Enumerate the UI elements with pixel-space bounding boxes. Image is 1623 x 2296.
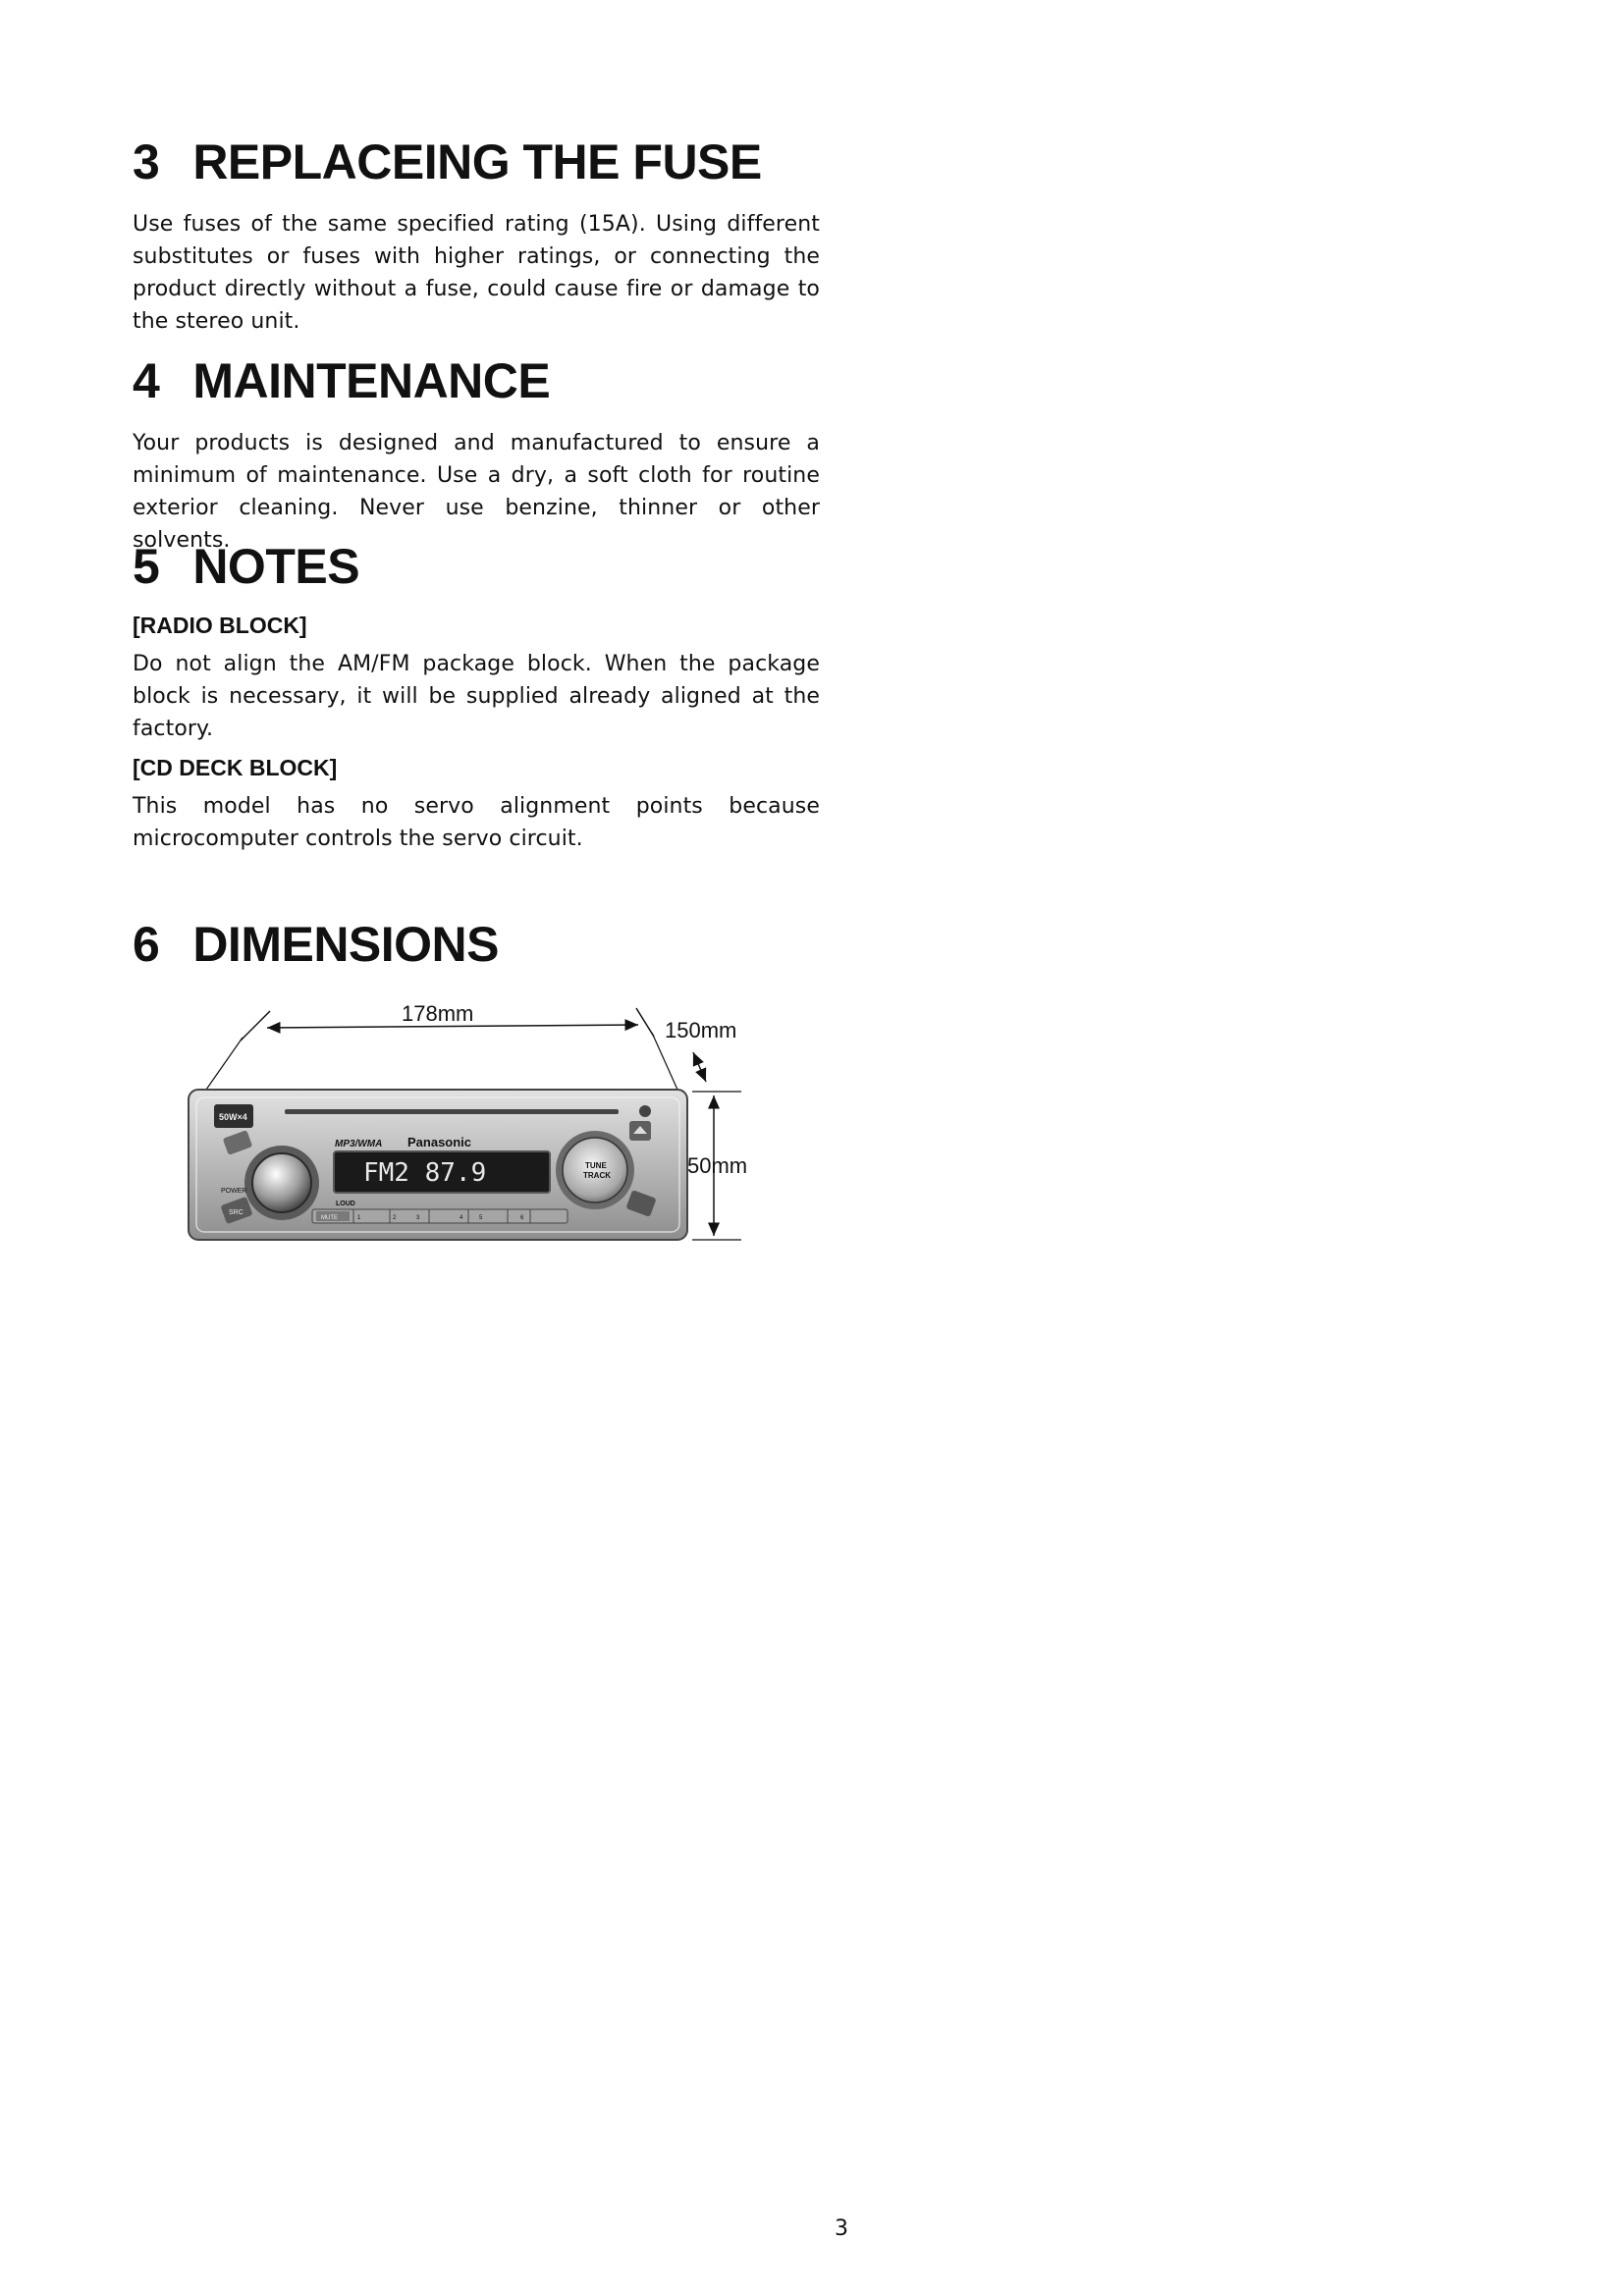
section-number: 5 bbox=[133, 539, 160, 594]
radio-block-heading: [RADIO BLOCK] bbox=[133, 613, 307, 638]
section-4-text: Your products is designed and manufactured to ensure a minimum of maintenance. Use a dry, a soft cloth for routine exterior cleaning. Never use benzine, thinner or other solvents. bbox=[133, 431, 820, 553]
section-title: REPLACEING THE FUSE bbox=[192, 134, 762, 189]
cd-deck-block-text: This model has no servo alignment points because microcomputer controls the servo circuit. bbox=[133, 794, 820, 851]
section-number: 3 bbox=[133, 134, 160, 189]
display-readout: FM2 87.9 bbox=[363, 1158, 487, 1188]
depth-label: 150mm bbox=[665, 1018, 737, 1042]
preset-label: 3 bbox=[416, 1215, 420, 1221]
extension-line bbox=[206, 1038, 243, 1090]
section-number: 6 bbox=[133, 917, 160, 972]
section-title: MAINTENANCE bbox=[192, 353, 551, 408]
mute-button-label: MUTE bbox=[321, 1215, 338, 1221]
section-title: NOTES bbox=[192, 539, 360, 594]
preset-label: 1 bbox=[357, 1215, 361, 1221]
height-label: 50mm bbox=[687, 1153, 748, 1178]
section-3-text: Use fuses of the same specified rating (15A). Using different substitutes or fuses with higher ratings, or connecting the product directly without a fuse, could cause fire or damage to the stereo unit. bbox=[133, 212, 820, 334]
svg-text:50W×4: 50W×4 bbox=[219, 1112, 247, 1122]
preset-label: 6 bbox=[520, 1215, 524, 1221]
page-number: 3 bbox=[835, 2216, 848, 2241]
section-title: DIMENSIONS bbox=[192, 917, 500, 972]
brand-logo: Panasonic bbox=[407, 1135, 472, 1149]
car-stereo-illustration bbox=[189, 1090, 687, 1240]
tune-label: TUNE bbox=[585, 1161, 607, 1170]
src-key-label: SRC bbox=[229, 1209, 243, 1216]
preset-label: 5 bbox=[479, 1215, 483, 1221]
extension-line bbox=[241, 1011, 270, 1041]
preset-label: 2 bbox=[393, 1215, 397, 1221]
loud-label: LOUD bbox=[336, 1201, 355, 1207]
track-label: TRACK bbox=[583, 1171, 611, 1180]
section-number: 4 bbox=[133, 353, 160, 408]
width-label: 178mm bbox=[402, 1001, 474, 1026]
cd-deck-block-heading: [CD DECK BLOCK] bbox=[133, 755, 338, 780]
depth-dimension-line bbox=[693, 1052, 706, 1082]
power-key-label: POWER bbox=[221, 1188, 247, 1195]
radio-block-text: Do not align the AM/FM package block. When the package block is necessary, it will be supplied already aligned at the factory. bbox=[133, 652, 820, 741]
mp3-wma-logo: MP3/WMA bbox=[335, 1139, 383, 1149]
extension-line bbox=[636, 1008, 654, 1037]
preset-label: 4 bbox=[460, 1215, 463, 1221]
